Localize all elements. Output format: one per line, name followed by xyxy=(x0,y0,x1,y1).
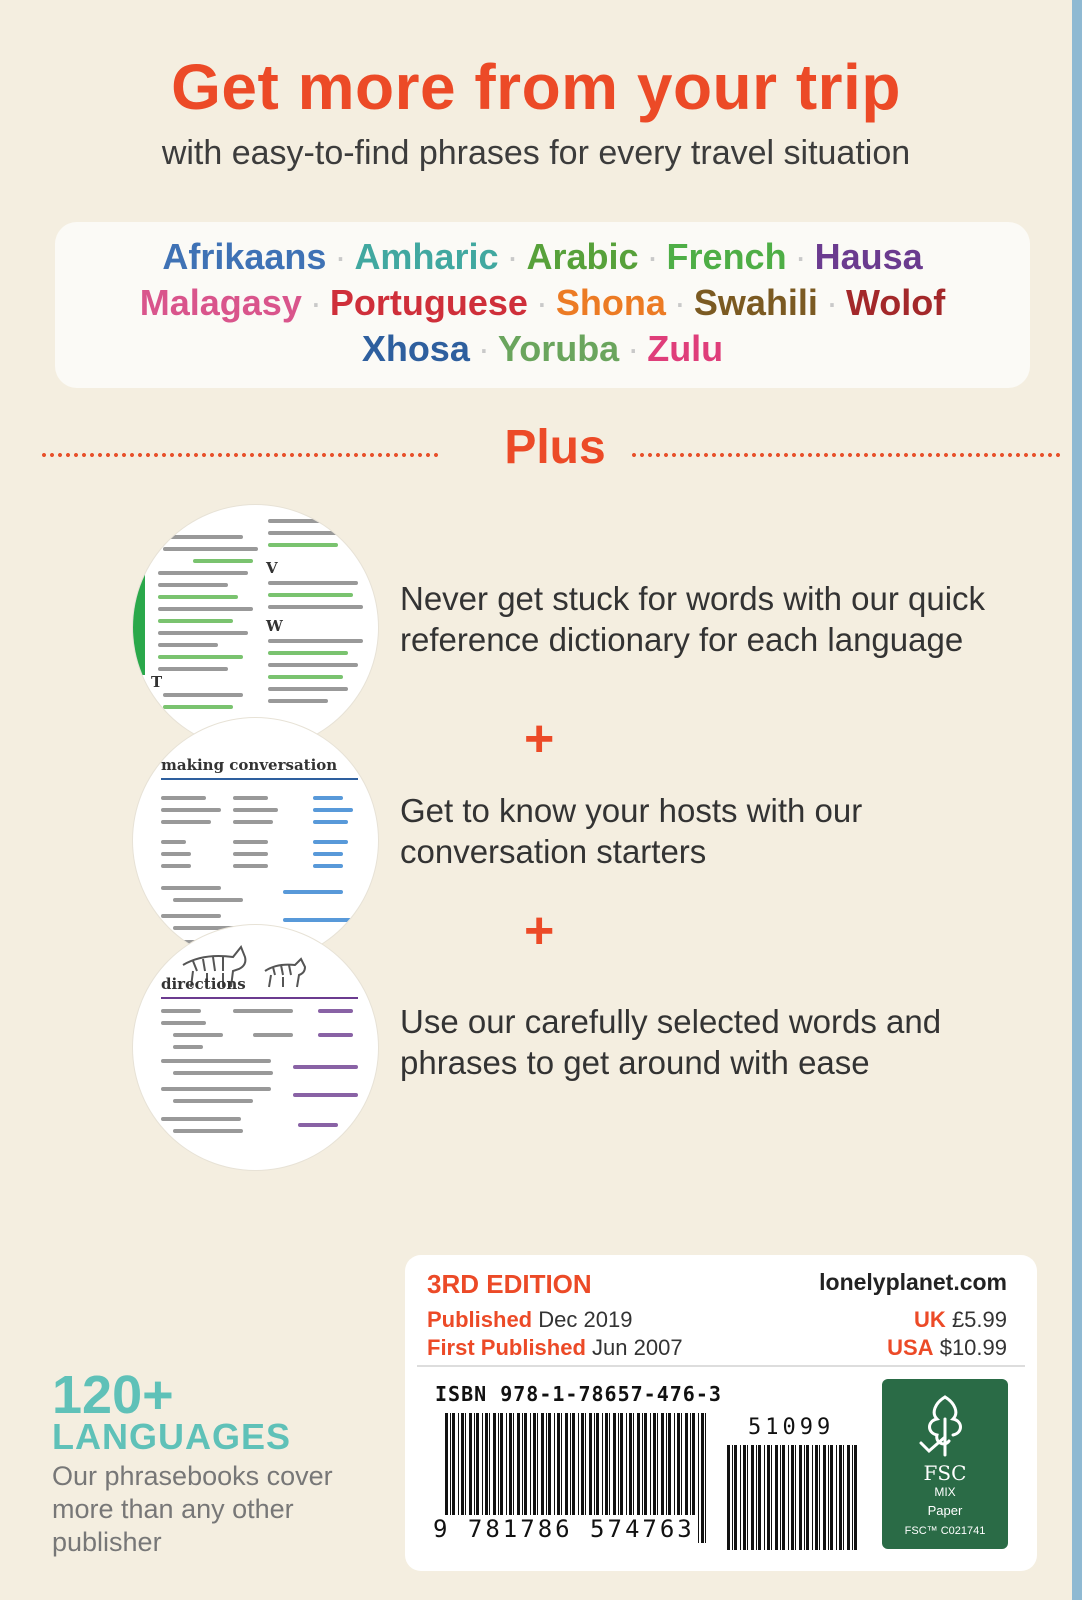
barcode-bar xyxy=(771,1445,772,1550)
language-separator: · xyxy=(673,282,686,323)
barcode-bar xyxy=(775,1445,778,1550)
language-name: Malagasy xyxy=(139,282,302,323)
language-name: Wolof xyxy=(845,282,946,323)
barcode-bar xyxy=(747,1445,748,1550)
barcode-bar xyxy=(823,1445,826,1550)
language-separator: · xyxy=(309,282,322,323)
plus-heading: Plus xyxy=(504,421,606,474)
language-separator: · xyxy=(477,328,490,369)
barcode-bar xyxy=(799,1445,802,1550)
plus-sign: + xyxy=(524,710,555,768)
barcode-bar xyxy=(815,1445,818,1550)
barcode-bar xyxy=(830,1445,833,1550)
language-name: Swahili xyxy=(693,282,818,323)
language-name: Shona xyxy=(555,282,666,323)
barcode-bar xyxy=(758,1445,761,1550)
fsc-code: FSC™ C021741 xyxy=(904,1525,986,1537)
price-addon-code: 51099 xyxy=(748,1415,835,1440)
published-date xyxy=(427,1307,632,1333)
published-value: Dec 2019 xyxy=(538,1307,633,1332)
feature-directions: Use our carefully selected words and phrases to get around with ease xyxy=(400,1003,942,1081)
website: lonelyplanet.com xyxy=(819,1269,1007,1295)
fsc-mix: MIX xyxy=(934,1485,956,1499)
edition-label: 3RD EDITION xyxy=(427,1269,592,1299)
feature-conversation: Get to know your hosts with our conversation starters xyxy=(400,792,863,870)
language-name: Arabic xyxy=(526,236,639,277)
language-separator: · xyxy=(506,236,519,277)
barcode-digits: 9 781786 574763 xyxy=(433,1515,695,1543)
barcode-bar xyxy=(751,1445,754,1550)
barcode-bar xyxy=(852,1445,853,1550)
dictionary-letter: W xyxy=(266,617,283,635)
barcode-bar xyxy=(791,1445,794,1550)
languages-row xyxy=(55,282,1030,324)
language-name: Afrikaans xyxy=(162,236,327,277)
barcode-bar xyxy=(854,1445,857,1550)
language-separator: · xyxy=(627,328,640,369)
page-title: Get more from your trip xyxy=(171,51,901,123)
price-uk xyxy=(914,1307,1007,1333)
languages-row xyxy=(55,328,1030,370)
plus-divider xyxy=(40,420,1064,480)
languages-label: LANGUAGES xyxy=(52,1416,292,1457)
price-usa xyxy=(887,1335,1007,1361)
language-name: Xhosa xyxy=(361,328,470,369)
language-separator: · xyxy=(535,282,548,323)
barcode-bar xyxy=(780,1445,781,1550)
barcode-bar xyxy=(764,1445,765,1550)
language-name: Amharic xyxy=(354,236,499,277)
tree-icon xyxy=(915,1389,975,1459)
languages-description: Our phrasebooks cover more than any other publisher xyxy=(52,1461,333,1557)
page-subtitle: with easy-to-find phrases for every travel situation xyxy=(161,134,911,172)
published-label: Published xyxy=(427,1307,533,1332)
fsc-paper: Paper xyxy=(927,1503,963,1518)
barcode-bar xyxy=(734,1445,737,1550)
barcode-bar xyxy=(828,1445,829,1550)
barcode-bar xyxy=(732,1445,733,1550)
languages-row xyxy=(55,236,1030,278)
barcode-bar xyxy=(847,1445,850,1550)
dictionary-letter: T xyxy=(151,673,163,691)
dictionary-thumbnail xyxy=(133,505,378,750)
barcode-bar xyxy=(782,1445,785,1550)
usa-label: USA xyxy=(887,1335,934,1360)
barcode-bar xyxy=(839,1445,842,1550)
barcode-bar xyxy=(743,1445,746,1550)
barcode-bar xyxy=(819,1445,820,1550)
directions-heading: directions xyxy=(161,975,246,993)
thumbnail-green-tab xyxy=(133,565,145,675)
addon-barcode xyxy=(727,1445,857,1550)
barcode-bar xyxy=(705,1413,706,1543)
isbn-number: ISBN 978-1-78657-476-3 xyxy=(435,1382,722,1406)
first-published-label: First Published xyxy=(427,1335,586,1360)
language-separator: · xyxy=(646,236,659,277)
barcode-bar xyxy=(812,1445,813,1550)
language-name: Zulu xyxy=(647,328,724,369)
dotted-rule-right xyxy=(630,452,1064,458)
dotted-rule-left xyxy=(40,452,438,458)
language-name: Portuguese xyxy=(329,282,528,323)
dictionary-letter: V xyxy=(266,559,278,577)
fsc-logo-text: FSC xyxy=(923,1461,967,1485)
usa-price: $10.99 xyxy=(939,1335,1007,1360)
publication-info-card xyxy=(405,1255,1037,1571)
language-name: Hausa xyxy=(814,236,923,277)
plus-sign: + xyxy=(524,902,555,960)
first-published-value: Jun 2007 xyxy=(592,1335,683,1360)
language-name: Yoruba xyxy=(497,328,620,369)
first-published-date xyxy=(427,1335,683,1361)
feature-dictionary: Never get stuck for words with our quick reference dictionary for each language xyxy=(400,580,986,658)
languages-panel xyxy=(55,222,1030,388)
card-divider xyxy=(417,1365,1025,1367)
fsc-badge xyxy=(882,1379,1008,1549)
barcode-bar xyxy=(698,1413,699,1543)
barcode-bar xyxy=(788,1445,789,1550)
barcode-bar xyxy=(740,1445,741,1550)
barcode-bar xyxy=(701,1413,704,1543)
language-separator: · xyxy=(334,236,347,277)
barcode-bar xyxy=(806,1445,809,1550)
barcode-bar xyxy=(843,1445,844,1550)
language-name: French xyxy=(666,236,787,277)
language-separator: · xyxy=(825,282,838,323)
barcode-bar xyxy=(756,1445,757,1550)
language-separator: · xyxy=(794,236,807,277)
barcode-bar xyxy=(804,1445,805,1550)
barcode-bar xyxy=(795,1445,796,1550)
uk-label: UK xyxy=(914,1307,946,1332)
languages-count: 120+ xyxy=(52,1365,174,1425)
conversation-heading: making conversation xyxy=(161,756,338,774)
uk-price: £5.99 xyxy=(951,1307,1007,1332)
barcode-bar xyxy=(727,1445,730,1550)
cover-edge xyxy=(1072,0,1082,1600)
directions-thumbnail xyxy=(133,925,378,1170)
barcode-bar xyxy=(767,1445,770,1550)
barcode-bar xyxy=(836,1445,837,1550)
